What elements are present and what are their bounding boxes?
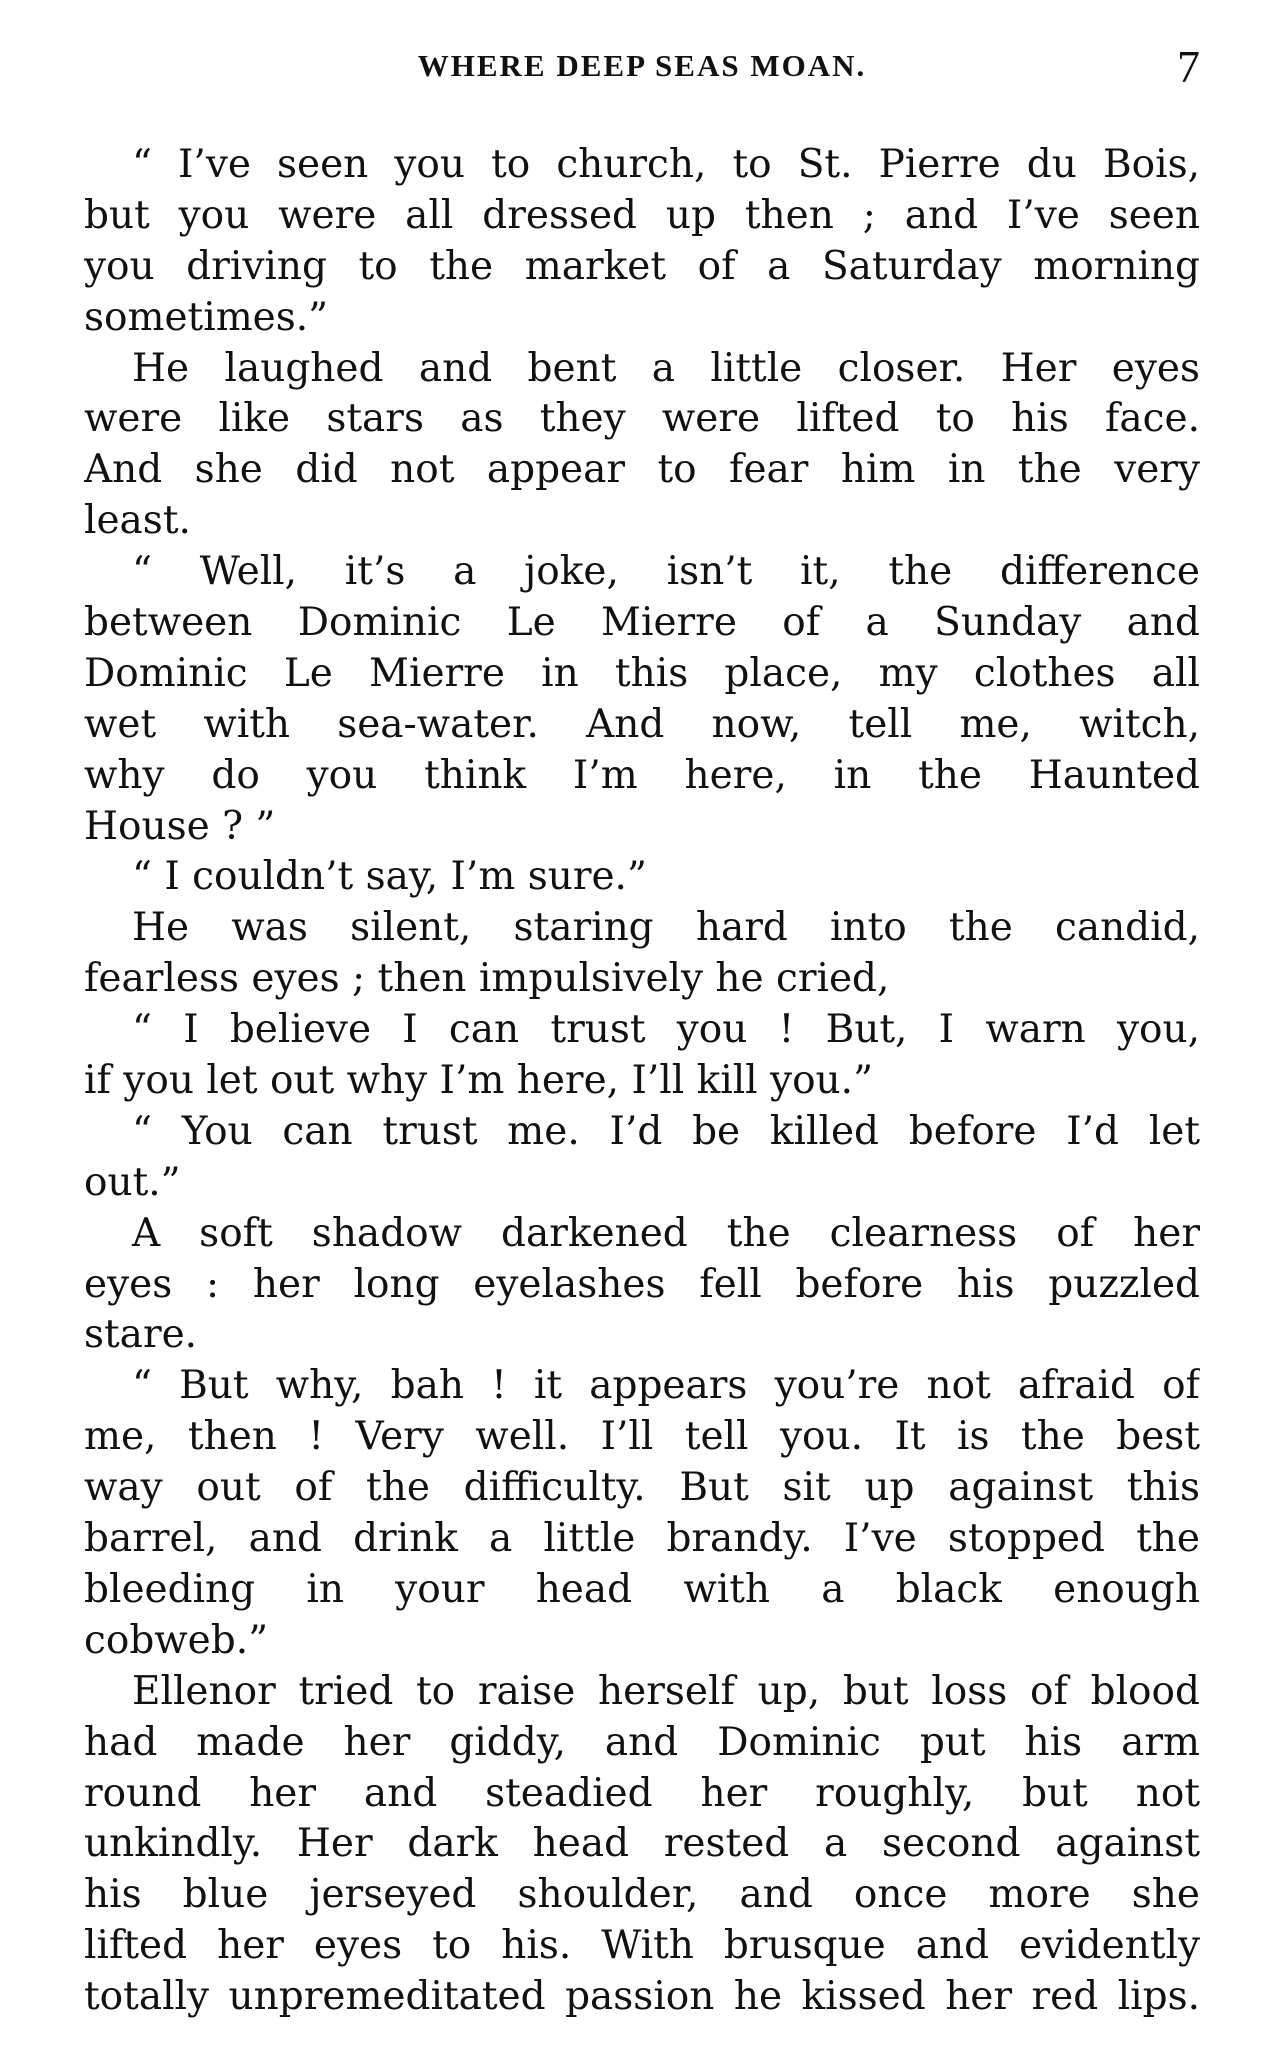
paragraph-4 — [84, 852, 1200, 903]
text-line: wet with sea-water. And now, tell me, witch, — [84, 701, 1200, 747]
text-line: bleeding in your head with a black enough — [84, 1566, 1200, 1612]
text-line: “ Well, it’s a joke, isn’t it, the difference — [132, 549, 1200, 595]
paragraph-5 — [84, 903, 1200, 1005]
text-line: his blue jerseyed shoulder, and once more she — [84, 1872, 1200, 1918]
paragraph-7 — [84, 1107, 1200, 1209]
text-line: me, then ! Very well. I’ll tell you. It is the best — [84, 1414, 1200, 1460]
text-line: fearless eyes ; then impulsively he cried, — [84, 956, 890, 1002]
text-line: unkindly. Her dark head rested a second against — [84, 1821, 1200, 1867]
text-line: sometimes.” — [84, 294, 329, 340]
paragraph-6 — [84, 1005, 1200, 1107]
text-line: eyes : her long eyelashes fell before his puzzled — [84, 1261, 1200, 1307]
paragraph-2 — [84, 344, 1200, 548]
body-text — [84, 140, 1200, 2023]
text-line: And she did not appear to fear him in the very — [84, 447, 1200, 493]
text-line: out.” — [84, 1159, 181, 1205]
text-line: “ I’ve seen you to church, to St. Pierre du Bois, — [132, 142, 1200, 187]
page-number: 7 — [1177, 41, 1200, 92]
text-line: lifted her eyes to his. With brusque and evidently — [84, 1923, 1200, 1969]
text-line: if you let out why I’m here, I’ll kill you.” — [84, 1058, 874, 1104]
text-line: between Dominic Le Mierre of a Sunday and — [84, 600, 1200, 646]
paragraph-3 — [84, 547, 1200, 852]
text-line: totally unpremeditated passion he kissed her red lips. — [84, 1974, 1200, 2020]
paragraph-8 — [84, 1209, 1200, 1362]
text-line: but you were all dressed up then ; and I’ve seen — [84, 192, 1200, 238]
text-line: way out of the difficulty. But sit up against this — [84, 1465, 1200, 1511]
running-title: WHERE DEEP SEAS MOAN. — [417, 48, 867, 83]
text-line: why do you think I’m here, in the Haunted — [84, 752, 1200, 798]
text-line: were like stars as they were lifted to his face. — [84, 396, 1200, 442]
text-line: round her and steadied her roughly, but not — [84, 1770, 1200, 1816]
running-head — [84, 40, 1200, 100]
text-line: He laughed and bent a little closer. Her eyes — [132, 345, 1200, 391]
paragraph-9 — [84, 1361, 1200, 1666]
paragraph-10 — [84, 1667, 1200, 2023]
paragraph-1 — [84, 140, 1200, 344]
text-line: “ You can trust me. I’d be killed before I’d let — [132, 1108, 1200, 1154]
text-line: you driving to the market of a Saturday morning — [84, 243, 1200, 289]
text-line: cobweb.” — [84, 1617, 269, 1663]
text-line: Dominic Le Mierre in this place, my clothes all — [84, 650, 1200, 696]
text-line: had made her giddy, and Dominic put his arm — [84, 1719, 1200, 1765]
text-line: barrel, and drink a little brandy. I’ve stopped the — [84, 1516, 1200, 1562]
text-line: “ I believe I can trust you ! But, I warn you, — [132, 1007, 1200, 1053]
text-line: House ? ” — [84, 803, 276, 849]
text-line: “ But why, bah ! it appears you’re not afraid of — [132, 1363, 1200, 1409]
text-line: least. — [84, 498, 191, 544]
text-line: stare. — [84, 1312, 198, 1358]
text-line: “ I couldn’t say, I’m sure.” — [132, 854, 647, 900]
text-line: A soft shadow darkened the clearness of her — [132, 1210, 1200, 1256]
text-line: He was silent, staring hard into the candid, — [132, 905, 1200, 951]
text-line: Ellenor tried to raise herself up, but loss of blood — [132, 1668, 1200, 1714]
